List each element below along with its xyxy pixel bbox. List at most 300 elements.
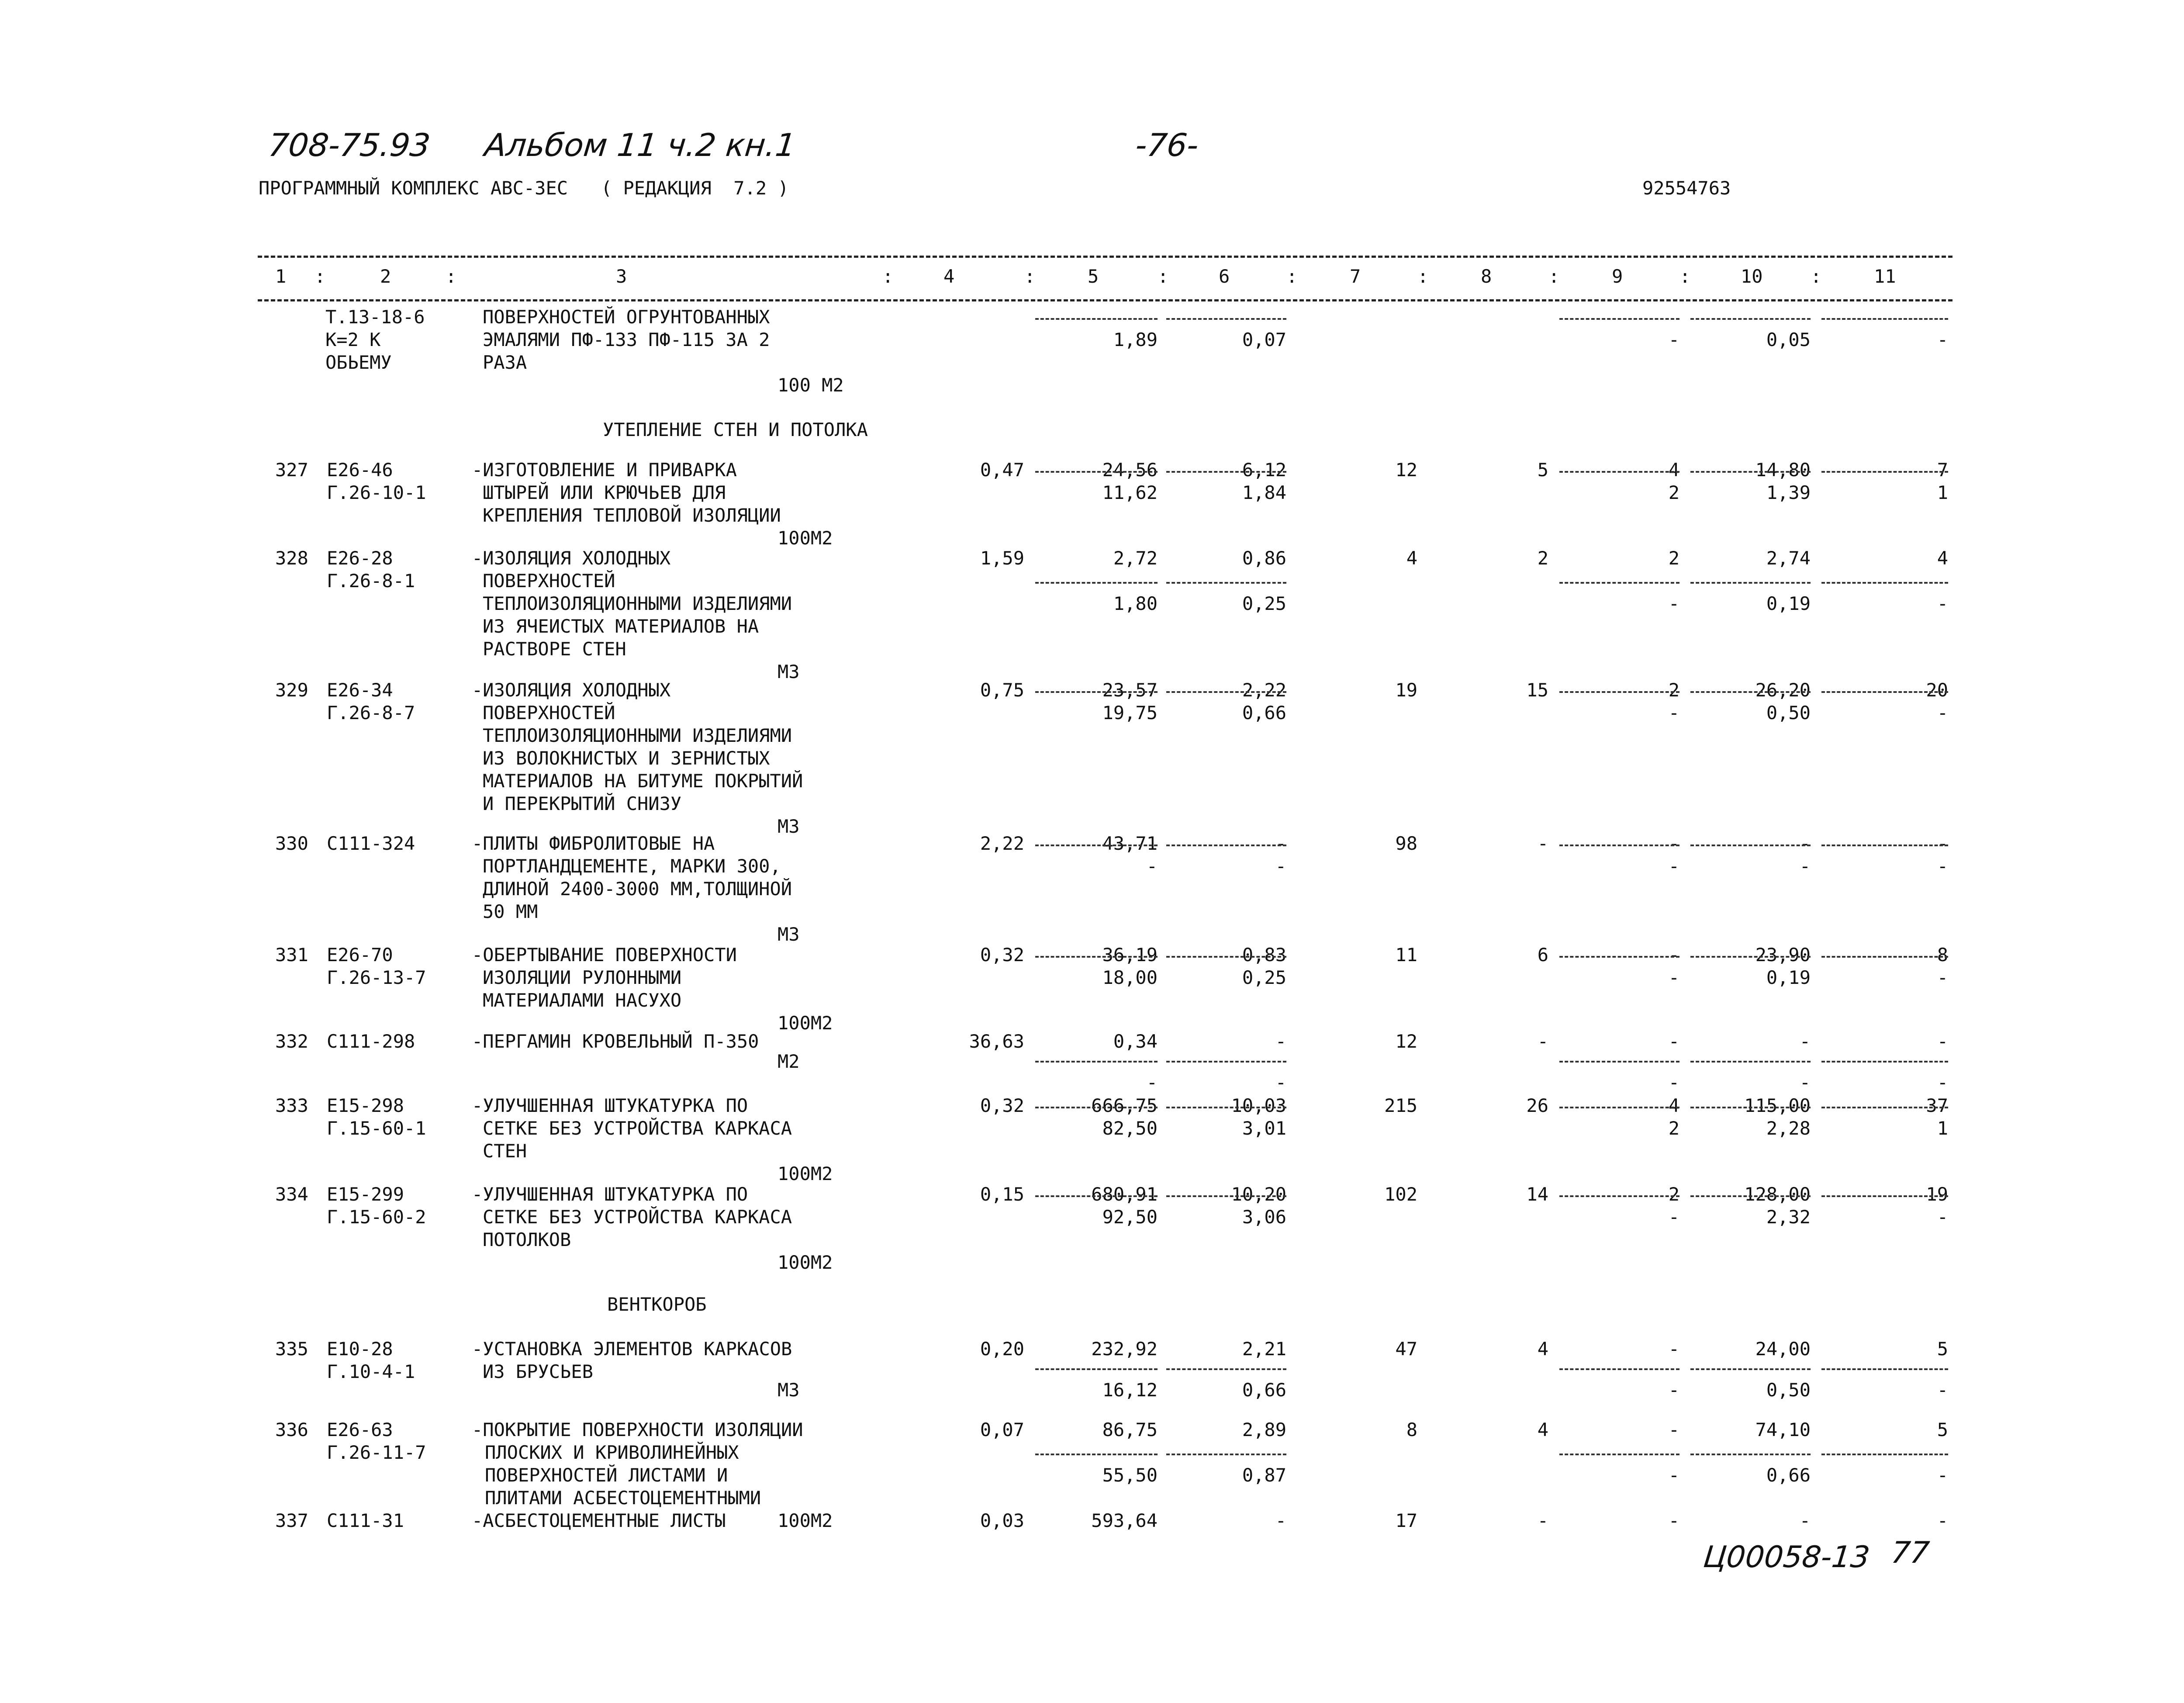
row-code-line: Г.15-60-1 [327, 1118, 426, 1139]
handwritten-stamp: Ц00058-13 [1701, 1540, 1872, 1575]
cell-col10: 74,10 [1755, 1419, 1811, 1440]
cell-col9: 4 [1668, 459, 1679, 481]
row-desc-line: -ИЗГОТОВЛЕНИЕ И ПРИВАРКА [472, 459, 737, 481]
cell-col5: 24,56 [1102, 459, 1158, 481]
cell-col7: 4 [1406, 547, 1417, 569]
cell-col6-sub: - [1275, 855, 1286, 877]
row-desc-line: МАТЕРИАЛАМИ НАСУХО [483, 990, 682, 1011]
cell-col9: 2 [1668, 547, 1679, 569]
row-code-line: Е26-46 [327, 459, 393, 481]
subtotal-dash-rule [1821, 1195, 1948, 1197]
subtotal-dash-rule [1035, 1107, 1158, 1108]
subtotal-dash-rule [1821, 691, 1948, 693]
subtotal-dash-rule [1821, 471, 1948, 473]
subtotal-dash-rule [1821, 956, 1948, 958]
subtotal-dash-rule [1559, 845, 1679, 846]
row-code-line: С111-298 [327, 1031, 415, 1052]
subtotal-dash-rule [1166, 582, 1286, 584]
subtotal-dash-rule [1166, 1061, 1286, 1063]
cell-col11-sub: - [1937, 1206, 1948, 1228]
row-desc-line: 50 ММ [483, 901, 538, 922]
cell-col5-sub: 1,80 [1113, 593, 1158, 614]
row-unit: М3 [778, 816, 800, 837]
row-unit: М3 [778, 661, 800, 682]
cell-col8: 4 [1537, 1419, 1548, 1440]
row-unit: М2 [778, 1051, 800, 1072]
cell-col10-sub: - [1799, 855, 1811, 877]
cell-col5-sub: 19,75 [1102, 702, 1158, 723]
row-number: 332 [275, 1031, 308, 1052]
subtotal-dash-rule [1559, 1195, 1679, 1197]
cell-col11-sub: - [1937, 855, 1948, 877]
cont-code-line: Т.13-18-6 [325, 306, 425, 328]
cell-col11: 20 [1926, 679, 1948, 701]
cell-col6-sub: 1,84 [1242, 482, 1286, 503]
cell-col10-sub: 0,50 [1766, 1379, 1811, 1401]
cell-col6-sub: 0,87 [1242, 1464, 1286, 1486]
handwritten-sheet-number: 77 [1889, 1536, 1931, 1570]
subtotal-dash-rule [1821, 1107, 1948, 1108]
col-sep: : [1158, 266, 1169, 287]
cell-col10: - [1799, 1510, 1811, 1531]
col-num-4: 4 [943, 266, 955, 287]
subtotal-dash-rule [1166, 1368, 1286, 1370]
cell-col7: 11 [1395, 944, 1417, 966]
cell-col11: 5 [1937, 1338, 1948, 1360]
row-desc-line: -УСТАНОВКА ЭЛЕМЕНТОВ КАРКАСОВ [472, 1338, 792, 1360]
cell-col9-sub: - [1668, 593, 1679, 614]
cell-col11-sub: - [1937, 1072, 1948, 1093]
cell-col6: - [1275, 833, 1286, 854]
row-desc-line: ТЕПЛОИЗОЛЯЦИОННЫМИ ИЗДЕЛИЯМИ [483, 593, 792, 614]
subtotal-dash-rule [1821, 1061, 1948, 1063]
row-desc-line: СЕТКЕ БЕЗ УСТРОЙСТВА КАРКАСА [483, 1206, 792, 1228]
row-desc-line: ДЛИНОЙ 2400-3000 ММ,ТОЛЩИНОЙ [483, 878, 792, 900]
subtotal-dash-rule [1821, 845, 1948, 846]
subtotal-dash-rule [1035, 1368, 1158, 1370]
row-code-line: Е26-63 [327, 1419, 393, 1440]
cell-col10: 14,80 [1755, 459, 1811, 481]
cell-col9: 2 [1668, 1184, 1679, 1205]
row-desc-line: -ИЗОЛЯЦИЯ ХОЛОДНЫХ [472, 679, 671, 701]
row-number: 330 [275, 833, 308, 854]
cell-col6: - [1275, 1510, 1286, 1531]
cell-col11-sub: - [1937, 329, 1948, 350]
subtotal-dash-rule [1559, 471, 1679, 473]
subtotal-dash-rule [1821, 1454, 1948, 1455]
row-unit: 100М2 [778, 1252, 833, 1273]
cell-col11: 7 [1937, 459, 1948, 481]
subtotal-dash-rule [1559, 691, 1679, 693]
row-code-line: Е15-298 [327, 1095, 404, 1116]
row-code-line: Г.26-10-1 [327, 482, 426, 503]
row-unit: М3 [778, 1379, 800, 1401]
row-code-line: Г.26-11-7 [327, 1442, 426, 1463]
col-num-10: 10 [1741, 266, 1763, 287]
cell-col10-sub: 0,05 [1766, 329, 1811, 350]
col-num-1: 1 [275, 266, 287, 287]
cell-col5: 666,75 [1091, 1095, 1158, 1116]
cell-col5-sub: 92,50 [1102, 1206, 1158, 1228]
cell-col5-sub: 55,50 [1102, 1464, 1158, 1486]
subtotal-dash-rule [1559, 1368, 1679, 1370]
cell-col5: 680,91 [1091, 1184, 1158, 1205]
cell-col9-sub: - [1668, 1072, 1679, 1093]
subtotal-dash-rule [1035, 956, 1158, 958]
subtotal-dash-rule [1690, 845, 1811, 846]
row-desc-line: ПОРТЛАНДЦЕМЕНТЕ, МАРКИ 300, [483, 855, 781, 877]
cell-col4: 2,22 [980, 833, 1024, 854]
handwritten-doc-ref: 708-75.93 [266, 127, 432, 163]
row-desc-line: ШТЫРЕЙ ИЛИ КРЮЧЬЕВ ДЛЯ [483, 482, 726, 503]
row-code-line: Г.26-8-1 [327, 570, 415, 592]
row-code-line: Е26-28 [327, 547, 393, 569]
cell-col4: 0,75 [980, 679, 1024, 701]
row-code-line: Е10-28 [327, 1338, 393, 1360]
cell-col6: 0,83 [1242, 944, 1286, 966]
row-desc-line: -АСБЕСТОЦЕМЕНТНЫЕ ЛИСТЫ [472, 1510, 726, 1531]
section-heading: УТЕПЛЕНИЕ СТЕН И ПОТОЛКА [603, 419, 868, 440]
cell-col8: 15 [1526, 679, 1548, 701]
subtotal-dash-rule [1690, 1061, 1811, 1063]
col-sep: : [1417, 266, 1429, 287]
row-number: 337 [275, 1510, 308, 1531]
cell-col9-sub: - [1668, 1379, 1679, 1401]
col-sep: : [446, 266, 457, 287]
row-desc-line: ИЗОЛЯЦИИ РУЛОННЫМИ [483, 967, 682, 988]
cell-col8: 4 [1537, 1338, 1548, 1360]
cell-col7: 8 [1406, 1419, 1417, 1440]
cell-col9-sub: - [1668, 1206, 1679, 1228]
handwritten-album-ref: Альбом 11 ч.2 кн.1 [483, 127, 798, 163]
cell-col9-sub: - [1668, 702, 1679, 723]
header-bottom-rule [258, 299, 1952, 301]
cell-col8: 14 [1526, 1184, 1548, 1205]
cell-col5: 23,57 [1102, 679, 1158, 701]
cont-desc-line: ЭМАЛЯМИ ПФ-133 ПФ-115 ЗА 2 [483, 329, 770, 350]
row-desc-line: -ОБЕРТЫВАНИЕ ПОВЕРХНОСТИ [472, 944, 737, 966]
col-sep: : [1286, 266, 1298, 287]
cell-col9: - [1668, 1419, 1679, 1440]
cont-code-line: К=2 К [325, 329, 381, 350]
cell-col8: - [1537, 1510, 1548, 1531]
cell-col8: 2 [1537, 547, 1548, 569]
subtotal-dash-rule [1166, 1454, 1286, 1455]
header-top-rule [258, 256, 1952, 258]
row-code-line: Е26-70 [327, 944, 393, 966]
subtotal-dash-rule [1035, 1454, 1158, 1455]
row-desc-line: ПЛОСКИХ И КРИВОЛИНЕЙНЫХ [485, 1442, 739, 1463]
row-code-line: Г.26-13-7 [327, 967, 426, 988]
col-sep: : [314, 266, 326, 287]
subtotal-dash-rule [1166, 471, 1286, 473]
cell-col6-sub: 0,07 [1242, 329, 1286, 350]
cell-col6: - [1275, 1031, 1286, 1052]
row-desc-line: ПЛИТАМИ АСБЕСТОЦЕМЕНТНЫМИ [485, 1487, 761, 1509]
cell-col10-sub: 0,19 [1766, 967, 1811, 988]
cell-col11: 37 [1926, 1095, 1948, 1116]
cell-col7: 19 [1395, 679, 1417, 701]
cell-col11-sub: 1 [1937, 1118, 1948, 1139]
row-desc-line: ПОТОЛКОВ [483, 1229, 571, 1250]
cell-col11-sub: - [1937, 1379, 1948, 1401]
subtotal-dash-rule [1690, 582, 1811, 584]
cell-col4: 0,07 [980, 1419, 1024, 1440]
cell-col10: 24,00 [1755, 1338, 1811, 1360]
col-sep: : [882, 266, 894, 287]
col-num-6: 6 [1219, 266, 1230, 287]
cell-col9-sub: - [1668, 1464, 1679, 1486]
cell-col11-sub: 1 [1937, 482, 1948, 503]
cell-col6-sub: 0,25 [1242, 967, 1286, 988]
row-unit: М3 [778, 924, 800, 945]
cont-code-line: ОБЬЕМУ [325, 352, 392, 373]
cell-col11: 8 [1937, 944, 1948, 966]
subtotal-dash-rule [1166, 1195, 1286, 1197]
col-sep: : [1811, 266, 1822, 287]
cell-col10: 128,00 [1744, 1184, 1811, 1205]
row-number: 329 [275, 679, 308, 701]
row-desc-line: КРЕПЛЕНИЯ ТЕПЛОВОЙ ИЗОЛЯЦИИ [483, 505, 781, 526]
row-desc-line: -УЛУЧШЕННАЯ ШТУКАТУРКА ПО [472, 1184, 748, 1205]
cell-col10-sub: - [1799, 1072, 1811, 1093]
cell-col6-sub: 3,01 [1242, 1118, 1286, 1139]
cell-col7: 102 [1384, 1184, 1417, 1205]
subtotal-dash-rule [1559, 1454, 1679, 1455]
doc-code: 92554763 [1642, 177, 1731, 199]
cell-col11-sub: - [1937, 593, 1948, 614]
subtotal-dash-rule [1690, 691, 1811, 693]
cont-desc-line: ПОВЕРХНОСТЕЙ ОГРУНТОВАННЫХ [483, 306, 770, 328]
cell-col6-sub: 0,66 [1242, 702, 1286, 723]
row-code-line: Е26-34 [327, 679, 393, 701]
subtotal-dash-rule [1166, 1107, 1286, 1108]
cell-col8: 26 [1526, 1095, 1548, 1116]
row-number: 333 [275, 1095, 308, 1116]
section-heading: ВЕНТКОРОБ [607, 1294, 707, 1315]
cell-col8: - [1537, 833, 1548, 854]
cell-col9-sub: 2 [1668, 482, 1679, 503]
cell-col6-sub: 3,06 [1242, 1206, 1286, 1228]
row-unit: 100М2 [778, 1012, 833, 1034]
cell-col7: 215 [1384, 1095, 1417, 1116]
row-code-line: С111-324 [327, 833, 415, 854]
subtotal-dash-rule [1690, 1107, 1811, 1108]
cell-col10-sub: 0,19 [1766, 593, 1811, 614]
subtotal-dash-rule [1035, 318, 1158, 320]
col-sep: : [1679, 266, 1691, 287]
cell-col9: - [1668, 1338, 1679, 1360]
cell-col9-sub: - [1668, 967, 1679, 988]
cell-col10-sub: 0,66 [1766, 1464, 1811, 1486]
cell-col4: 0,03 [980, 1510, 1024, 1531]
cell-col11-sub: - [1937, 967, 1948, 988]
cell-col6: 0,86 [1242, 547, 1286, 569]
col-num-9: 9 [1612, 266, 1623, 287]
row-number: 336 [275, 1419, 308, 1440]
row-desc-line: ПОВЕРХНОСТЕЙ ЛИСТАМИ И [485, 1464, 728, 1486]
row-desc-line: -ПОКРЫТИЕ ПОВЕРХНОСТИ ИЗОЛЯЦИИ [472, 1419, 803, 1440]
cell-col5: 232,92 [1091, 1338, 1158, 1360]
cell-col6: 2,89 [1242, 1419, 1286, 1440]
cell-col9-sub: - [1668, 329, 1679, 350]
row-desc-line: РАСТВОРЕ СТЕН [483, 638, 626, 660]
subtotal-dash-rule [1559, 318, 1679, 320]
cell-col11-sub: - [1937, 702, 1948, 723]
cell-col11: 19 [1926, 1184, 1948, 1205]
subtotal-dash-rule [1690, 1454, 1811, 1455]
cont-desc-line: РАЗА [483, 352, 527, 373]
row-desc-line: ПОВЕРХНОСТЕЙ [483, 702, 615, 723]
row-desc-line: ИЗ БРУСЬЕВ [483, 1361, 593, 1382]
row-unit: 100М2 [778, 1510, 833, 1531]
col-sep: : [1548, 266, 1560, 287]
subtotal-dash-rule [1690, 1368, 1811, 1370]
cell-col8: 6 [1537, 944, 1548, 966]
subtotal-dash-rule [1821, 1368, 1948, 1370]
row-number: 335 [275, 1338, 308, 1360]
cell-col5-sub: - [1146, 855, 1158, 877]
cell-col5: 0,34 [1113, 1031, 1158, 1052]
row-desc-line: МАТЕРИАЛОВ НА БИТУМЕ ПОКРЫТИЙ [483, 770, 803, 792]
row-number: 328 [275, 547, 308, 569]
cell-col11: - [1937, 833, 1948, 854]
row-desc-line: -УЛУЧШЕННАЯ ШТУКАТУРКА ПО [472, 1095, 748, 1116]
cell-col11-sub: - [1937, 1464, 1948, 1486]
cell-col7: 12 [1395, 459, 1417, 481]
subtotal-dash-rule [1035, 845, 1158, 846]
cell-col6: 2,21 [1242, 1338, 1286, 1360]
row-desc-line: СЕТКЕ БЕЗ УСТРОЙСТВА КАРКАСА [483, 1118, 792, 1139]
cell-col10-sub: 2,32 [1766, 1206, 1811, 1228]
subtotal-dash-rule [1690, 956, 1811, 958]
cell-col6: 10,20 [1231, 1184, 1286, 1205]
row-desc-line: -ИЗОЛЯЦИЯ ХОЛОДНЫХ [472, 547, 671, 569]
col-num-11: 11 [1874, 266, 1896, 287]
row-number: 331 [275, 944, 308, 966]
cell-col10: 115,00 [1744, 1095, 1811, 1116]
cell-col5: 43,71 [1102, 833, 1158, 854]
row-desc-line: ИЗ ВОЛОКНИСТЫХ И ЗЕРНИСТЫХ [483, 748, 770, 769]
row-unit: 100М2 [778, 1163, 833, 1184]
row-desc-line: ТЕПЛОИЗОЛЯЦИОННЫМИ ИЗДЕЛИЯМИ [483, 725, 792, 746]
cell-col5-sub: 18,00 [1102, 967, 1158, 988]
cell-col4: 0,47 [980, 459, 1024, 481]
cell-col5: 86,75 [1102, 1419, 1158, 1440]
row-number: 327 [275, 459, 308, 481]
col-num-2: 2 [380, 266, 391, 287]
cell-col7: 98 [1395, 833, 1417, 854]
cell-col9-sub: 2 [1668, 1118, 1679, 1139]
cell-col11: 4 [1937, 547, 1948, 569]
cell-col4: 0,32 [980, 1095, 1024, 1116]
cell-col5-sub: - [1146, 1072, 1158, 1093]
subtotal-dash-rule [1035, 691, 1158, 693]
subtotal-dash-rule [1690, 1195, 1811, 1197]
row-desc-line: -ПЛИТЫ ФИБРОЛИТОВЫЕ НА [472, 833, 715, 854]
cell-col7: 12 [1395, 1031, 1417, 1052]
cell-col6-sub: 0,25 [1242, 593, 1286, 614]
subtotal-dash-rule [1166, 318, 1286, 320]
program-line: ПРОГРАММНЫЙ КОМПЛЕКС АВС-3ЕС ( РЕДАКЦИЯ 7.2 ) [259, 177, 789, 199]
row-desc-line: И ПЕРЕКРЫТИЙ СНИЗУ [483, 793, 682, 814]
subtotal-dash-rule [1690, 318, 1811, 320]
cell-col5: 2,72 [1113, 547, 1158, 569]
row-desc-line: ИЗ ЯЧЕИСТЫХ МАТЕРИАЛОВ НА [483, 616, 759, 637]
cell-col8: 5 [1537, 459, 1548, 481]
subtotal-dash-rule [1035, 1195, 1158, 1197]
cell-col7: 47 [1395, 1338, 1417, 1360]
col-num-3: 3 [616, 266, 627, 287]
cell-col5: 36,19 [1102, 944, 1158, 966]
cell-col6: 6,12 [1242, 459, 1286, 481]
row-code-line: Г.10-4-1 [327, 1361, 415, 1382]
row-code-line: Е15-299 [327, 1184, 404, 1205]
cell-col9: - [1668, 1510, 1679, 1531]
subtotal-dash-rule [1035, 1061, 1158, 1063]
cell-col5-sub: 16,12 [1102, 1379, 1158, 1401]
cell-col9: 2 [1668, 679, 1679, 701]
col-num-8: 8 [1481, 266, 1492, 287]
cont-unit: 100 М2 [778, 374, 844, 396]
subtotal-dash-rule [1035, 471, 1158, 473]
cell-col4: 0,20 [980, 1338, 1024, 1360]
cell-col10-sub: 0,50 [1766, 702, 1811, 723]
col-sep: : [1024, 266, 1036, 287]
row-unit: 100М2 [778, 527, 833, 549]
cell-col4: 0,15 [980, 1184, 1024, 1205]
row-desc-line: ПОВЕРХНОСТЕЙ [483, 570, 615, 592]
cell-col9: - [1668, 944, 1679, 966]
cell-col6-sub: - [1275, 1072, 1286, 1093]
subtotal-dash-rule [1035, 582, 1158, 584]
cell-col5: 593,64 [1091, 1510, 1158, 1531]
row-code-line: Г.26-8-7 [327, 702, 415, 723]
col-num-5: 5 [1088, 266, 1099, 287]
subtotal-dash-rule [1559, 1107, 1679, 1108]
subtotal-dash-rule [1821, 318, 1948, 320]
subtotal-dash-rule [1559, 582, 1679, 584]
cell-col10: 26,20 [1755, 679, 1811, 701]
subtotal-dash-rule [1559, 956, 1679, 958]
cell-col4: 1,59 [980, 547, 1024, 569]
cell-col10: - [1799, 833, 1811, 854]
subtotal-dash-rule [1559, 1061, 1679, 1063]
row-code-line: Г.15-60-2 [327, 1206, 426, 1228]
cell-col11: - [1937, 1031, 1948, 1052]
cell-col4: 36,63 [969, 1031, 1024, 1052]
cell-col11: 5 [1937, 1419, 1948, 1440]
cell-col4: 0,32 [980, 944, 1024, 966]
cell-col6: 2,22 [1242, 679, 1286, 701]
subtotal-dash-rule [1166, 691, 1286, 693]
col-num-7: 7 [1350, 266, 1361, 287]
cell-col7: 17 [1395, 1510, 1417, 1531]
cell-col8: - [1537, 1031, 1548, 1052]
row-number: 334 [275, 1184, 308, 1205]
subtotal-dash-rule [1690, 471, 1811, 473]
subtotal-dash-rule [1166, 845, 1286, 846]
cell-col5-sub: 11,62 [1102, 482, 1158, 503]
cell-col5-sub: 1,89 [1113, 329, 1158, 350]
cell-col10: 23,90 [1755, 944, 1811, 966]
page-number: -76- [1133, 127, 1200, 163]
cell-col9: - [1668, 1031, 1679, 1052]
subtotal-dash-rule [1821, 582, 1948, 584]
row-desc-line: СТЕН [483, 1140, 527, 1162]
cell-col6-sub: 0,66 [1242, 1379, 1286, 1401]
cell-col11: - [1937, 1510, 1948, 1531]
